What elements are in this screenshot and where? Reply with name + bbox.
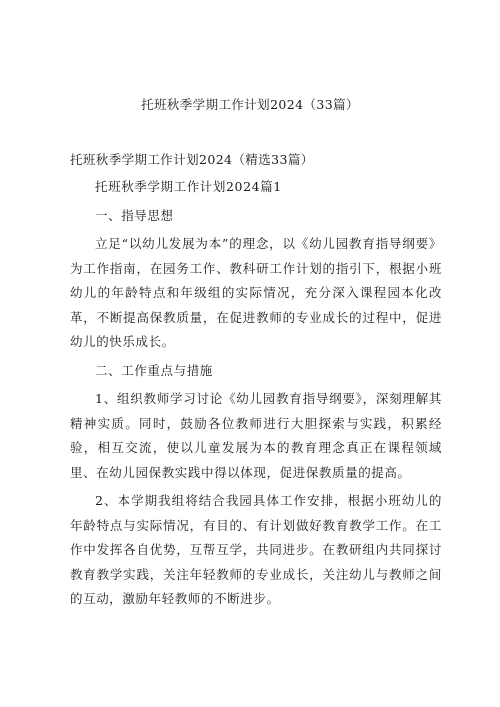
document-subtitle: 托班秋季学期工作计划2024（精选33篇） [70,152,314,167]
heading-guiding-ideology: 一、指导思想 [95,207,174,223]
heading-work-focus: 二、工作重点与措施 [95,362,213,378]
document-body [70,175,442,612]
paragraph-semester-plan: 2、本学期我组将结合我园具体工作安排，根据小班幼儿的年龄特点与实际情况，有目的、有计划做好教育教学工作。在工作中发挥各自优势，互帮互学，共同进步。在教研组内共同探讨教育教学实践，关注年轻教师的专业成长，关注幼儿与教师之间的互动，激励年轻教师的不断进步。 [70,493,442,606]
document-title: 托班秋季学期工作计划2024（33篇） [141,97,359,112]
section-title: 托班秋季学期工作计划2024篇1 [95,179,282,194]
paragraph-guiding-ideology: 立足“以幼儿发展为本”的理念，以《幼儿园教育指导纲要》为工作指南，在园务工作、教科研工作计划的指引下，根据小班幼儿的年龄特点和年级组的实际情况，充分深入课程园本化改革，不断提高保教质量，在促进教师的专业成长的过程中，促进幼儿的快乐成长。 [70,236,442,349]
paragraph-study-guidelines: 1、组织教师学习讨论《幼儿园教育指导纲要》，深刻理解其精神实质。同时，鼓励各位教师进行大胆探索与实践，积累经验，相互交流，使以儿童发展为本的教育理念真正在课程领域里、在幼儿园保教实践中得以体现，促进保教质量的提高。 [70,391,442,480]
